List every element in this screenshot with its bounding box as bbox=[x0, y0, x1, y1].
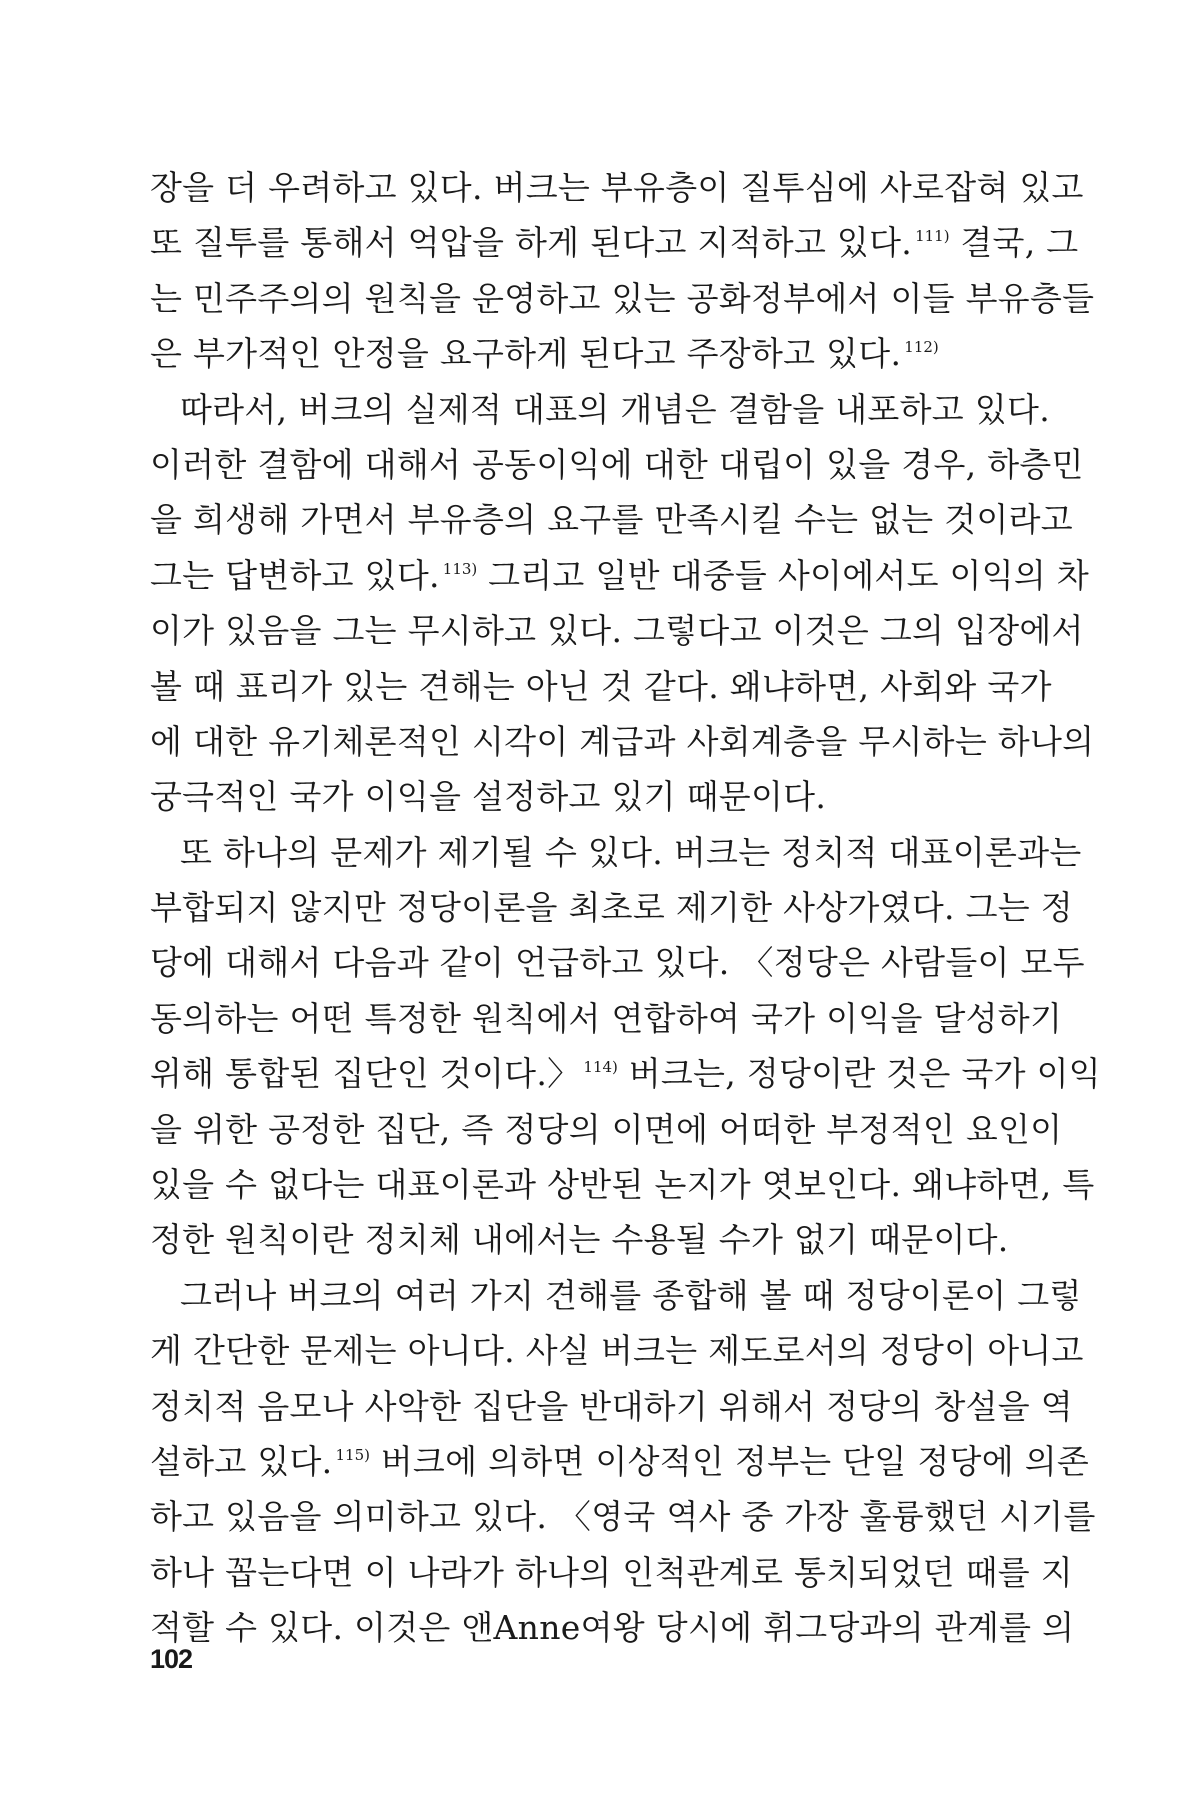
text-line: 설하고 있다. $^{115)}$ 버크에 의하면 이상적인 정부는 단일 정당에 의존 bbox=[150, 1441, 1090, 1481]
text-line: 궁극적인 국가 이익을 설정하고 있기 때문이다. bbox=[150, 777, 827, 817]
footnote-marker: 113) bbox=[442, 559, 478, 578]
text-line: 장을 더 우려하고 있다. 버크는 부유층이 질투심에 사로잡혀 있고 bbox=[150, 168, 1084, 207]
text-line: 게 간단한 문제는 아니다. 사실 버크는 제도로서의 정당이 아니고 bbox=[150, 1331, 1084, 1371]
page-number: 102 bbox=[150, 1644, 193, 1674]
footnote-marker: 111) bbox=[915, 227, 950, 246]
text-line: 는 민주주의의 원칙을 운영하고 있는 공화정부에서 이들 부유층들 bbox=[150, 278, 1095, 318]
text-line: 당에 대해서 다음과 같이 언급하고 있다. 〈정당은 사람들이 모두 bbox=[150, 943, 1085, 983]
paragraph-first-line: 그러나 버크의 여러 가지 견해를 종합해 볼 때 정당이론이 그렇 bbox=[180, 1275, 1082, 1315]
text-line: 하나 꼽는다면 이 나라가 하나의 인척관계로 통치되었던 때를 지 bbox=[150, 1552, 1073, 1592]
text-line: 부합되지 않지만 정당이론을 최초로 제기한 사상가였다. 그는 정 bbox=[150, 888, 1073, 928]
text-line: 을 희생해 가면서 부유층의 요구를 만족시킬 수는 없는 것이라고 bbox=[150, 500, 1073, 540]
text-line: 정한 원칙이란 정치체 내에서는 수용될 수가 없기 때문이다. bbox=[150, 1220, 1009, 1260]
text-line: 에 대한 유기체론적인 시각이 계급과 사회계층을 무시하는 하나의 bbox=[150, 721, 1095, 761]
text-line: 이러한 결함에 대해서 공동이익에 대한 대립이 있을 경우, 하층민 bbox=[150, 444, 1084, 484]
footnote-marker: 115) bbox=[335, 1445, 370, 1464]
paragraph-first-line: 또 하나의 문제가 제기될 수 있다. 버크는 정치적 대표이론과는 bbox=[180, 832, 1082, 872]
text-line: 을 위한 공정한 집단, 즉 정당의 이면에 어떠한 부정적인 요인이 bbox=[150, 1109, 1063, 1149]
text-line: 적할 수 있다. 이것은 앤Anne여왕 당시에 휘그당과의 관계를 의 bbox=[150, 1608, 1075, 1648]
text-line: 있을 수 없다는 대표이론과 상반된 논지가 엿보인다. 왜냐하면, 특 bbox=[150, 1165, 1095, 1205]
text-line: 하고 있음을 의미하고 있다. 〈영국 역사 중 가장 훌륭했던 시기를 bbox=[150, 1497, 1096, 1537]
text-line: 이가 있음을 그는 무시하고 있다. 그렇다고 이것은 그의 입장에서 bbox=[150, 611, 1084, 651]
text-line: 은 부가적인 안정을 요구하게 된다고 주장하고 있다. $^{112)}$ bbox=[150, 334, 939, 374]
footnote-marker: 112) bbox=[904, 338, 939, 357]
text-line: 동의하는 어떤 특정한 원칙에서 연합하여 국가 이익을 달성하기 bbox=[150, 998, 1063, 1038]
footnote-marker: 114) bbox=[583, 1058, 618, 1077]
text-line: 볼 때 표리가 있는 견해는 아닌 것 같다. 왜냐하면, 사회와 국가 bbox=[150, 666, 1052, 706]
text-line: 위해 통합된 집단인 것이다.〉 $^{114)}$ 버크는, 정당이란 것은 국가 이익 bbox=[150, 1054, 1101, 1094]
text-line: 또 질투를 통해서 억압을 하게 된다고 지적하고 있다. $^{111)}$ 결국, 그 bbox=[150, 223, 1079, 263]
paragraph-first-line: 따라서, 버크의 실제적 대표의 개념은 결함을 내포하고 있다. bbox=[180, 389, 1050, 429]
body-text bbox=[150, 160, 1101, 1656]
text-line: 그는 답변하고 있다. $^{113)}$ 그리고 일반 대중들 사이에서도 이익의 차 bbox=[150, 555, 1090, 595]
text-line: 정치적 음모나 사악한 집단을 반대하기 위해서 정당의 창설을 역 bbox=[150, 1386, 1073, 1426]
